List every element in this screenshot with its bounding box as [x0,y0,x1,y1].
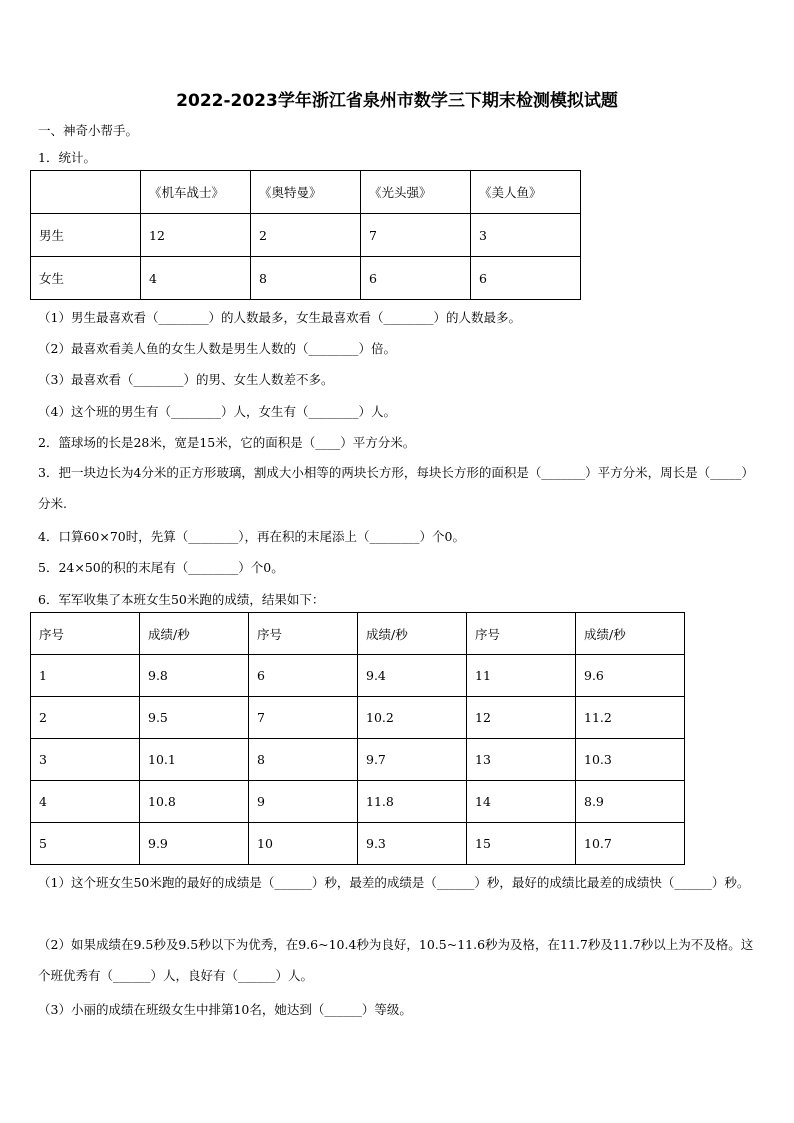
question-5: 5．24×50的积的末尾有（________）个0。 [38,560,284,575]
table-cell: 9.5 [140,697,249,739]
table-cell: 6 [361,257,471,300]
table-cell: 5 [31,823,140,865]
table-header-cell: 《美人鱼》 [471,171,581,214]
table-row [31,697,685,739]
table-cell: 8 [249,739,358,781]
table-header-cell: 成绩/秒 [576,613,685,655]
table-header-row [31,171,581,214]
question-6-sub-2: （2）如果成绩在9.5秒及9.5秒以下为优秀，在9.6~10.4秒为良好，10.5~11.6秒为及格，在11.7秒及11.7秒以上为不及格。这个班优秀有（______）人，良好有（______）人。 [38,937,754,983]
table-row [31,214,581,257]
table-cell: 14 [467,781,576,823]
question-2: 2．篮球场的长是28米，宽是15米，它的面积是（____）平方分米。 [38,435,416,450]
table-cell: 7 [361,214,471,257]
table-header-cell: 序号 [467,613,576,655]
table-cell: 13 [467,739,576,781]
table-cell: 2 [251,214,361,257]
question-1-sub-2: （2）最喜欢看美人鱼的女生人数是男生人数的（________）倍。 [38,341,396,356]
table-cell: 10 [249,823,358,865]
table-cell: 9.8 [140,655,249,697]
table-cell: 8.9 [576,781,685,823]
table-cell: 10.8 [140,781,249,823]
table-cell [31,171,141,214]
table-cell: 10.1 [140,739,249,781]
table-header-cell: 《光头强》 [361,171,471,214]
table-header-row [31,613,685,655]
table-cell: 4 [31,781,140,823]
table-row [31,781,685,823]
table-cell: 11.8 [358,781,467,823]
table-row [31,655,685,697]
table-cell: 8 [251,257,361,300]
question-1-sub-3: （3）最喜欢看（________）的男、女生人数差不多。 [38,372,334,387]
table-header-cell: 序号 [31,613,140,655]
table-cell: 4 [141,257,251,300]
table-cell: 9.7 [358,739,467,781]
table-cell: 11.2 [576,697,685,739]
table-header-cell: 《奥特曼》 [251,171,361,214]
question-6-sub-3: （3）小丽的成绩在班级女生中排第10名，她达到（______）等级。 [38,1002,412,1017]
table-cell: 2 [31,697,140,739]
table-cell: 12 [467,697,576,739]
table-cell: 7 [249,697,358,739]
question-1-label: 1．统计。 [38,150,96,165]
table-cell: 12 [141,214,251,257]
table-header-cell: 《机车战士》 [141,171,251,214]
question-1-sub-4: （4）这个班的男生有（________）人，女生有（________）人。 [38,404,396,419]
table-cell: 11 [467,655,576,697]
table-cell: 15 [467,823,576,865]
table-cell: 男生 [31,214,141,257]
table-cell: 9.6 [576,655,685,697]
table-header-cell: 成绩/秒 [140,613,249,655]
table-header-cell: 序号 [249,613,358,655]
table-cell: 9 [249,781,358,823]
question-6-label: 6．军军收集了本班女生50米跑的成绩，结果如下： [38,592,325,607]
table-cell: 6 [471,257,581,300]
table-row [31,257,581,300]
question-4: 4．口算60×70时，先算（________），再在积的末尾添上（________）个0。 [38,529,465,544]
table-cell: 9.9 [140,823,249,865]
question-6-sub-1: （1）这个班女生50米跑的最好的成绩是（______）秒，最差的成绩是（______）秒，最好的成绩比最差的成绩快（______）秒。 [38,875,750,890]
question-3: 3．把一块边长为4分米的正方形玻璃，割成大小相等的两块长方形，每块长方形的面积是（_______）平方分米，周长是（_____）分米. [38,465,754,511]
question-1-sub-1: （1）男生最喜欢看（________）的人数最多，女生最喜欢看（________）的人数最多。 [38,310,521,325]
table-cell: 10.2 [358,697,467,739]
table-cell: 1 [31,655,140,697]
table-cell: 女生 [31,257,141,300]
table-cell: 3 [471,214,581,257]
table-cell: 3 [31,739,140,781]
table-cell: 10.7 [576,823,685,865]
table-cell: 9.4 [358,655,467,697]
running-results-table [30,612,685,865]
table-cell: 6 [249,655,358,697]
survey-table [30,170,581,300]
table-header-cell: 成绩/秒 [358,613,467,655]
table-cell: 9.3 [358,823,467,865]
table-row [31,823,685,865]
page-title: 2022-2023学年浙江省泉州市数学三下期末检测模拟试题 [176,91,618,111]
table-row [31,739,685,781]
table-cell: 10.3 [576,739,685,781]
section-heading: 一、神奇小帮手。 [38,123,139,138]
